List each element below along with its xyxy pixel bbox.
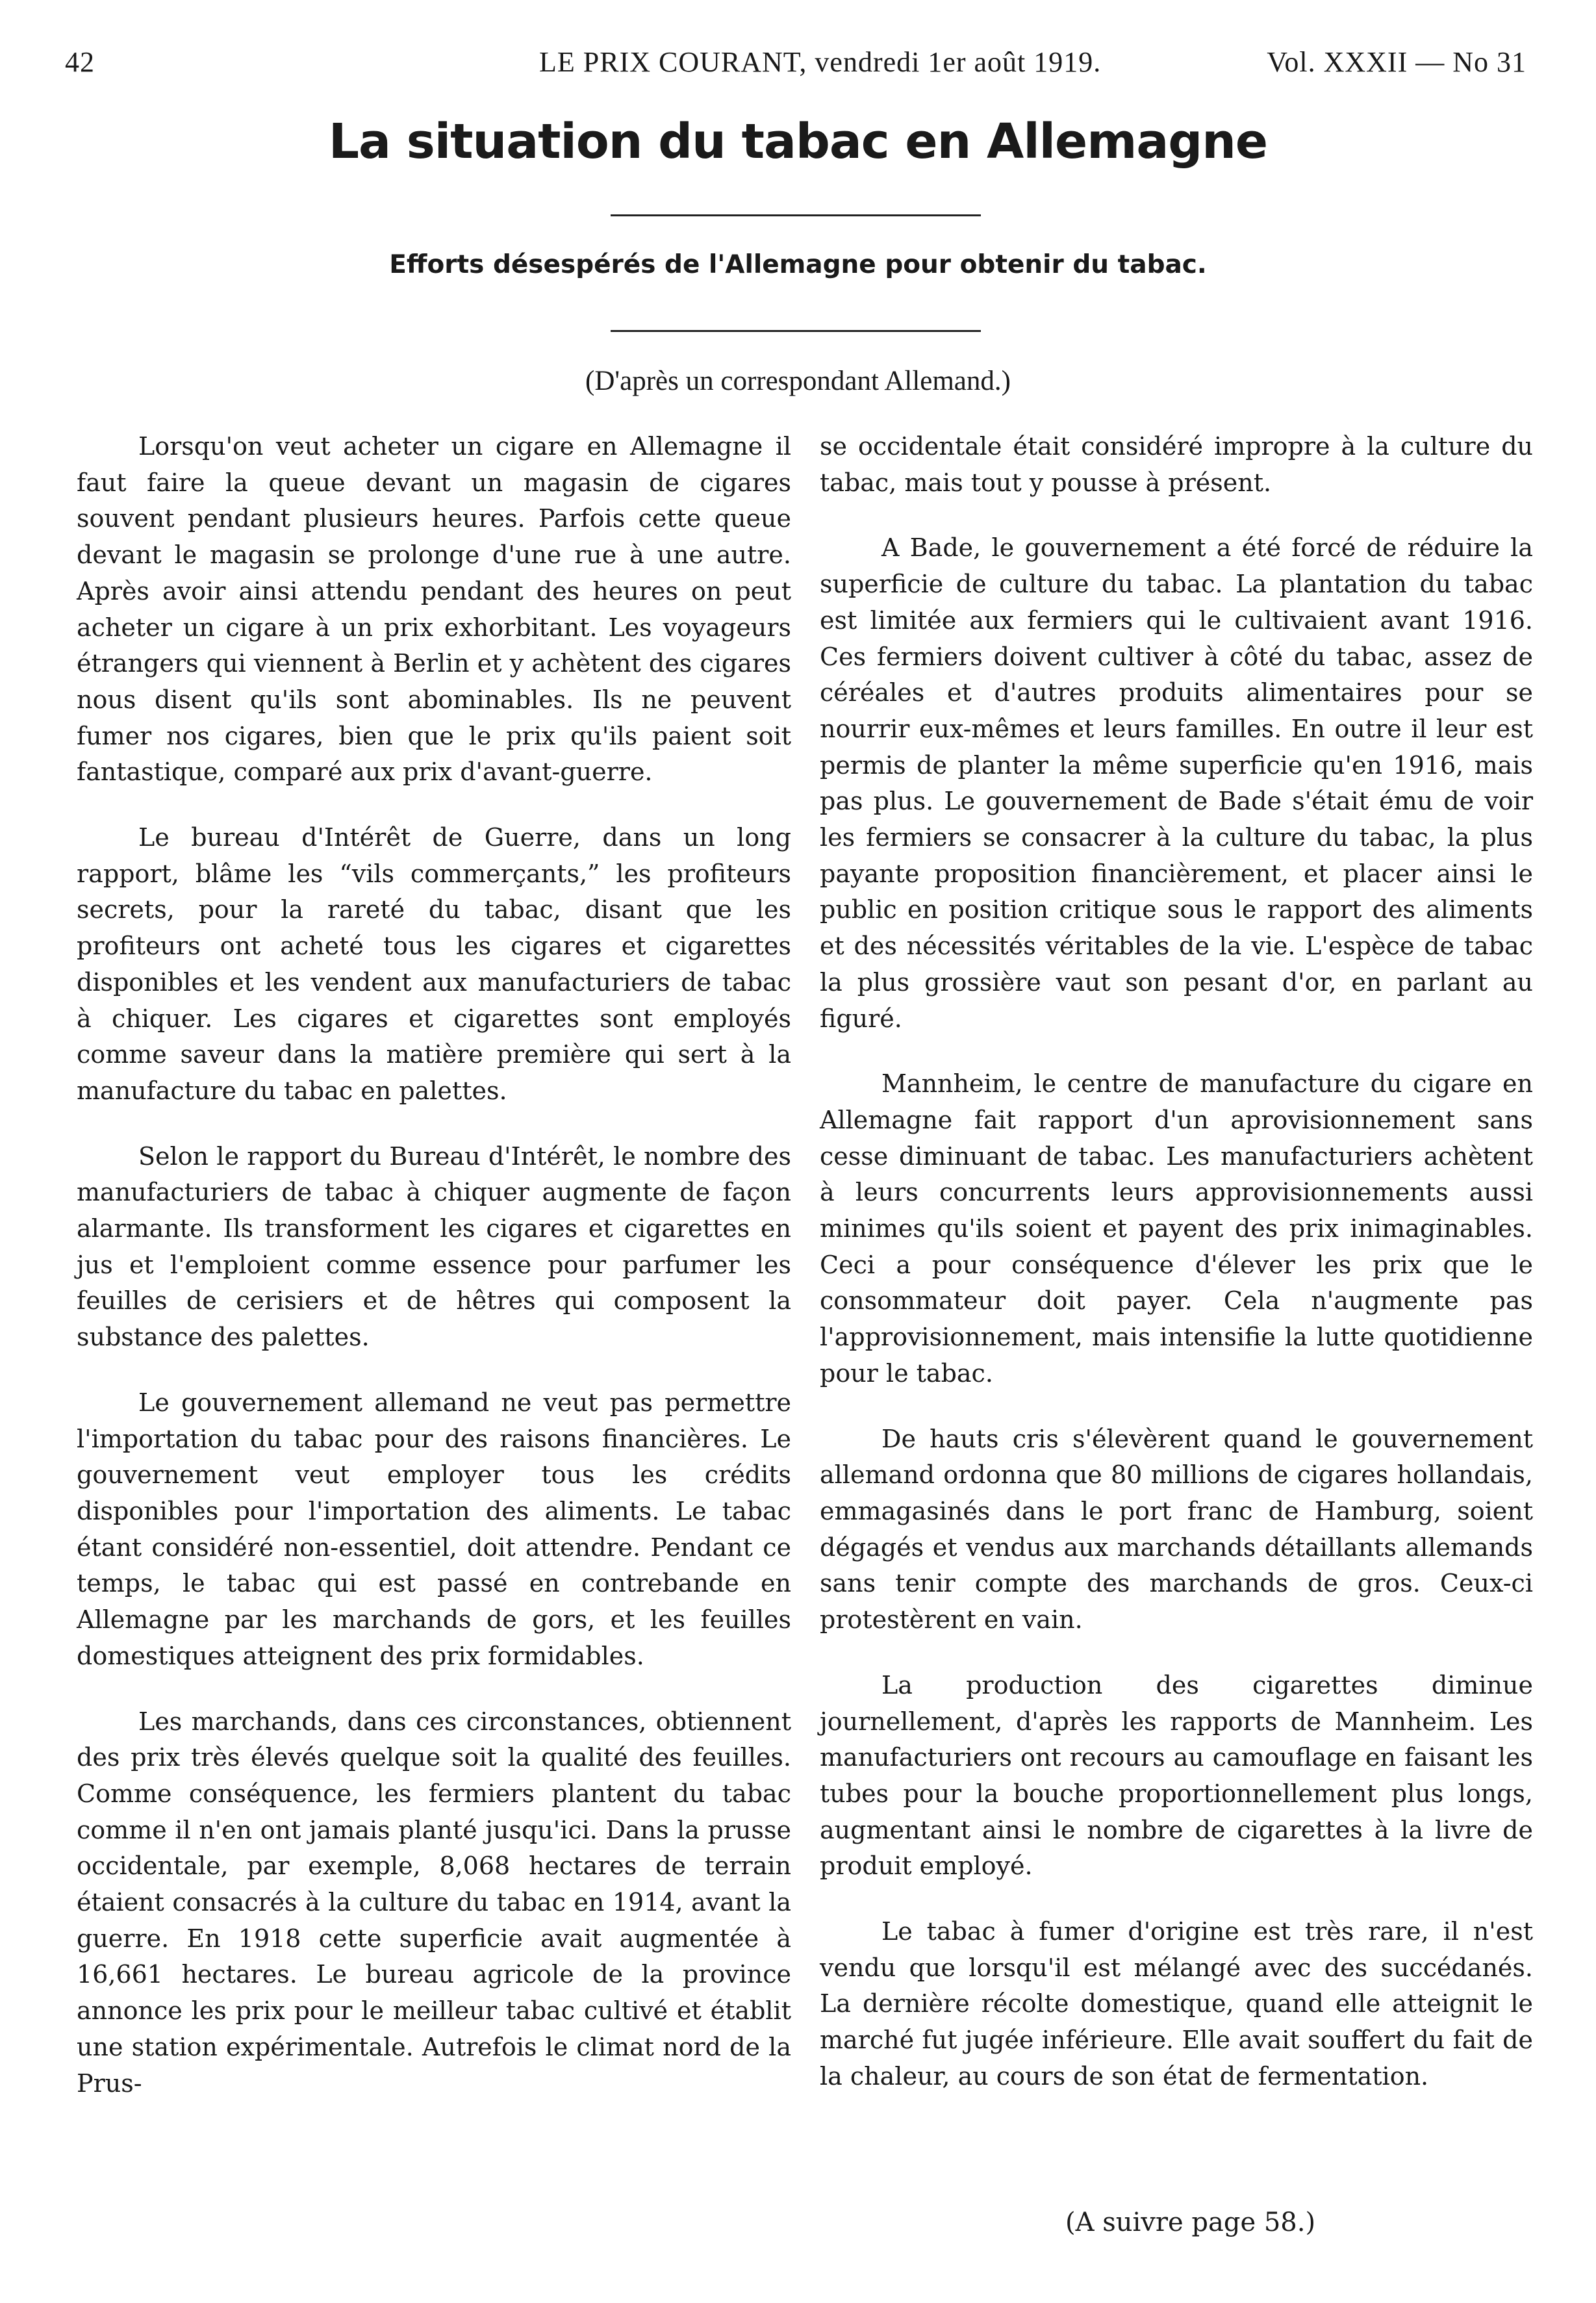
article-subtitle: Efforts désespérés de l'Allemagne pour obtenir du tabac.	[389, 250, 1207, 279]
left-column	[77, 429, 791, 2131]
article-title: La situation du tabac en Allemagne	[328, 114, 1268, 170]
paragraph-continuation: se occidentale était considéré impropre à la culture du tabac, mais tout y pousse à présent.	[820, 432, 1533, 497]
paragraph: Le tabac à fumer d'origine est très rare, il n'est vendu que lorsqu'il est mélangé avec des succédanés. La dernière récolte domestique, quand elle atteignit le marché fut jugée inférieure. Elle avait souffert du fait de la chaleur, au cours de son état de fermentation.	[820, 1917, 1533, 2091]
title-divider	[611, 214, 981, 216]
paragraph: La production des cigarettes diminue journellement, d'après les rapports de Mannheim. Les manufacturiers ont recours au camouflage en faisant les tubes pour la bouche proportionnellement plus longs, augmentant ainsi le nombre de cigarettes à la livre de produit employé.	[820, 1670, 1533, 1881]
article-byline: (D'après un correspondant Allemand.)	[585, 366, 1011, 396]
paragraph: Les marchands, dans ces circonstances, obtiennent des prix très élevés quelque soit la qualité des feuilles. Comme conséquence, les fermiers plantent du tabac comme il n'en ont jamais planté jusqu'ici. Dans la prusse occidentale, par exemple, 8,068 hectares de terrain étaient consacrés à la culture du tabac en 1914, avant la guerre. En 1918 cette superficie avait augmentée à 16,661 hectares. Le bureau agricole de la province annonce les prix pour le meilleur tabac cultivé et établit une station expérimentale. Autrefois le climat nord de la Prus-	[77, 1707, 791, 2098]
paragraph: Selon le rapport du Bureau d'Intérêt, le nombre des manufacturiers de tabac à chiquer augmente de façon alarmante. Ils transforment les cigares et cigarettes en jus et l'emploient comme essence pour parfumer les feuilles de cerisiers et de hêtres qui composent la substance des palettes.	[77, 1141, 791, 1352]
paragraph: De hauts cris s'élevèrent quand le gouvernement allemand ordonna que 80 millions de cigares hollandais, emmagasinés dans le port franc de Hamburg, soient dégagés et vendus aux marchands détaillants allemands sans tenir compte des marchands de gros. Ceux-ci protestèrent en vain.	[820, 1424, 1533, 1635]
subtitle-divider	[611, 330, 981, 332]
publication-line: LE PRIX COURANT, vendredi 1er août 1919.	[539, 46, 1102, 78]
paragraph: A Bade, le gouvernement a été forcé de réduire la superficie de culture du tabac. La plantation du tabac est limitée aux fermiers qui le cultivaient avant 1916. Ces fermiers doivent cultiver à côté du tabac, assez de céréales et d'autres produits alimentaires pour se nourrir eux-mêmes et leurs familles. En outre il leur est permis de planter la même superficie qu'en 1916, mais pas plus. Le gouvernement de Bade s'était ému de voir les fermiers se consacrer à la culture du tabac, la plus payante proposition financièrement, et placer ainsi le public en position critique sous le rapport des aliments et des nécessités véritables de la vie. L'espèce de tabac la plus grossière vaut son pesant d'or, en parlant au figuré.	[820, 533, 1533, 1033]
right-column	[820, 429, 1533, 2124]
volume-number: Vol. XXXII — No 31	[1267, 46, 1526, 78]
paragraph: Mannheim, le centre de manufacture du cigare en Allemagne fait rapport d'un aprovisionnement sans cesse diminuant de tabac. Les manufacturiers achètent à leurs concurrents leurs approvisionnements aussi minimes qu'ils soient et payent des prix inimaginables. Ceci a pour conséquence d'élever les prix que le consommateur doit payer. Cela n'augmente pas l'approvisionnement, mais intensifie la lutte quotidienne pour le tabac.	[820, 1069, 1533, 1388]
page-number: 42	[65, 46, 95, 78]
paragraph: Lorsqu'on veut acheter un cigare en Allemagne il faut faire la queue devant un magasin de cigares souvent pendant plusieurs heures. Parfois cette queue devant le magasin se prolonge d'une rue à une autre. Après avoir ainsi attendu pendant des heures on peut acheter un cigare à un prix exhorbitant. Les voyageurs étrangers qui viennent à Berlin et y achètent des cigares nous disent qu'ils sont abominables. Ils ne peuvent fumer nos cigares, bien que le prix qu'ils paient soit fantastique, comparé aux prix d'avant-guerre.	[77, 432, 791, 787]
paragraph: Le bureau d'Intérêt de Guerre, dans un long rapport, blâme les “vils commerçants,” les profiteurs secrets, pour la rareté du tabac, disant que les profiteurs ont acheté tous les cigares et cigarettes disponibles et les vendent aux manufacturiers de tabac à chiquer. Les cigares et cigarettes sont employés comme saveur dans la matière première qui sert à la manufacture du tabac en palettes.	[77, 823, 791, 1105]
paragraph: Le gouvernement allemand ne veut pas permettre l'importation du tabac pour des raisons financières. Le gouvernement veut employer tous les crédits disponibles pour l'importation des aliments. Le tabac étant considéré non-essentiel, doit attendre. Pendant ce temps, le tabac qui est passé en contrebande en Allemagne par les marchands de gors, et les feuilles domestiques atteignent des prix formidables.	[77, 1388, 791, 1670]
running-header	[65, 45, 1526, 84]
continued-note: (A suivre page 58.)	[1065, 2208, 1316, 2237]
